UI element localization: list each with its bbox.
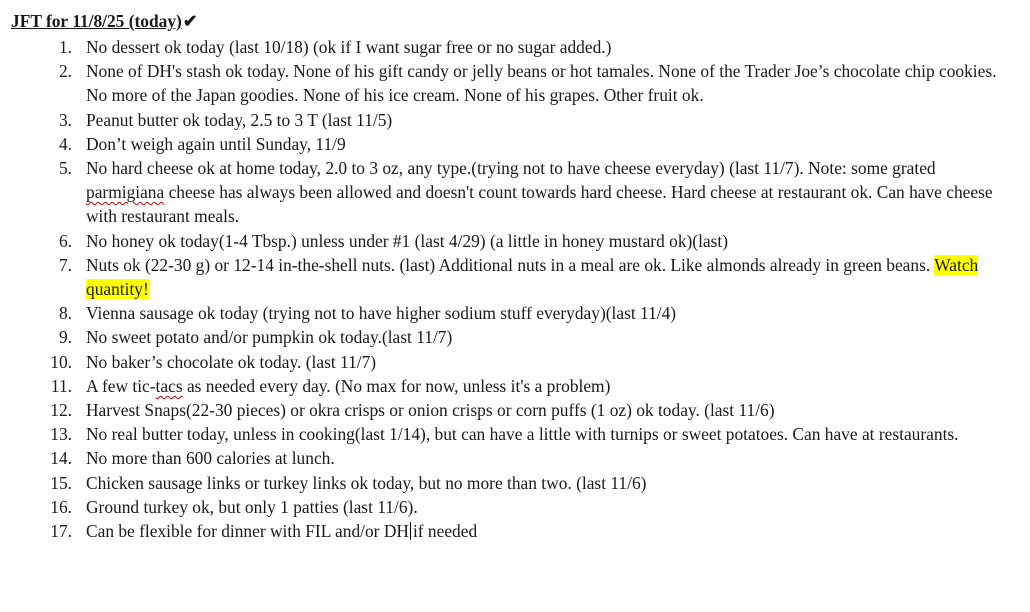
list-item — [0, 325, 1030, 349]
text-cursor[interactable] — [410, 522, 411, 540]
list-item — [0, 374, 1030, 398]
list-item — [0, 156, 1030, 229]
item-text: Ground turkey ok, but only 1 patties (last 11/6). — [86, 496, 418, 517]
list-item — [0, 229, 1030, 253]
item-text: No hard cheese ok at home today, 2.0 to 3 oz, any type.(trying not to have cheese everyday) (last 11/7). Note: some grated — [86, 158, 936, 179]
item-text: No more than 600 calories at lunch. — [86, 448, 335, 469]
item-text: No baker’s chocolate ok today. (last 11/7) — [86, 351, 377, 372]
item-number: 12 . — [46, 398, 72, 422]
item-number: 3 . — [46, 108, 72, 132]
item-text: No dessert ok today (last 10/18) (ok if I want sugar free or no sugar added.) — [86, 37, 612, 57]
list-item — [0, 132, 1030, 156]
item-number: 11 . — [46, 374, 72, 398]
item-number: 14 . — [46, 446, 72, 470]
item-number: 4 . — [46, 132, 72, 156]
item-number: 8 . — [46, 301, 72, 325]
item-number: 7 . — [46, 253, 72, 277]
list-item — [0, 59, 1030, 107]
list-item — [0, 108, 1030, 132]
item-number: 15 . — [46, 471, 72, 495]
item-number: 6 . — [46, 229, 72, 253]
item-text-continued: as needed every day. (No max for now, unless it's a problem) — [182, 375, 611, 396]
rules-list — [0, 35, 1030, 543]
item-text-continued: if needed — [412, 521, 478, 542]
item-text: A few tic- — [86, 375, 156, 396]
checkmark-icon: ✔ — [182, 11, 198, 31]
item-text: Peanut butter ok today, 2.5 to 3 T (last 11/5) — [86, 109, 393, 130]
item-number: 10 . — [46, 350, 72, 374]
list-item — [0, 446, 1030, 470]
item-number: 17 . — [46, 519, 72, 543]
item-number: 2 . — [46, 59, 72, 83]
item-number: 13 . — [46, 422, 72, 446]
document-heading — [11, 9, 197, 33]
list-item — [0, 471, 1030, 495]
item-number: 5 . — [46, 156, 72, 180]
list-item — [0, 422, 1030, 446]
misspelled-word[interactable]: tacs — [155, 375, 183, 396]
list-item — [0, 398, 1030, 422]
misspelled-word[interactable]: parmigiana — [86, 182, 165, 203]
item-text: Can be flexible for dinner with FIL and/or DH — [86, 521, 409, 542]
list-item — [0, 253, 1030, 301]
item-text: None of DH's stash ok today. None of his gift candy or jelly beans or hot tamales. None of the Trader Joe’s chocolate chip cookies. No more of the Japan goodies. None of his ice cream. None of his grapes. Other fruit ok. — [86, 61, 997, 106]
item-text: Chicken sausage links or turkey links ok today, but no more than two. (last 11/6) — [86, 472, 647, 493]
item-text: No sweet potato and/or pumpkin ok today.(last 11/7) — [86, 327, 453, 348]
item-text: No real butter today, unless in cooking(last 1/14), but can have a little with turnips or sweet potatoes. Can have at restaurants. — [86, 424, 959, 445]
item-number: 9 . — [46, 325, 72, 349]
list-item — [0, 301, 1030, 325]
item-text: Vienna sausage ok today (trying not to have higher sodium stuff everyday)(last 11/4) — [86, 303, 677, 324]
list-item — [0, 495, 1030, 519]
item-number: 16 . — [46, 495, 72, 519]
list-item — [0, 519, 1030, 543]
heading-text: JFT for 11/8/25 (today) — [11, 11, 182, 31]
item-text: Nuts ok (22-30 g) or 12-14 in-the-shell nuts. (last) Additional nuts in a meal are ok. Like almonds already in green beans. — [86, 254, 935, 275]
item-number: 1 . — [46, 35, 72, 59]
list-item — [0, 350, 1030, 374]
highlighted-text: Watch quantity! — [86, 254, 979, 300]
list-item — [0, 35, 1030, 59]
item-text-continued: cheese has always been allowed and doesn't count towards hard cheese. Hard cheese at restaurant ok. Can have cheese with restaurant meals. — [86, 182, 993, 227]
item-text: Don’t weigh again until Sunday, 11/9 — [86, 133, 346, 154]
item-text: Harvest Snaps(22-30 pieces) or okra crisps or onion crisps or corn puffs (1 oz) ok today. (last 11/6) — [86, 400, 775, 421]
item-text: No honey ok today(1-4 Tbsp.) unless under #1 (last 4/29) (a little in honey mustard ok)(last) — [86, 230, 729, 251]
